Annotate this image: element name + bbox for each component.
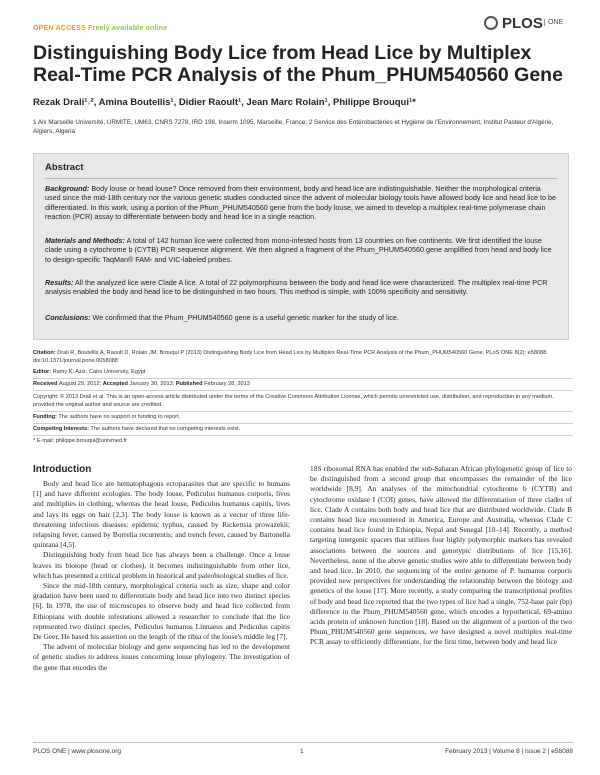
plos-wordmark: PLOS (502, 15, 543, 32)
competing-interests: Competing Interests: The authors have declared that no competing interests exist. (33, 426, 241, 432)
copyright: Copyright: © 2013 Drali et al. This is an open-access article distributed under the terms of the Creative Commons Attribution License, which permits unrestricted use, distribution, and reproduction in any medium, provided the original author and source are credited. (33, 394, 554, 408)
meta-divider (33, 390, 573, 391)
results-text: All the analyzed lice were Clade A lice. A total of 22 polymorphisms between the body and head lice were characterized. The multiplex real-time PCR analysis enabled the body and head lice to be distinguished in two hours. This method is simple, with 100% specificity and sensitivity. (45, 278, 548, 297)
conclusions-text: We confirmed that the Phum_PHUM540560 gene is a useful genetic marker for the study of lice. (92, 313, 399, 322)
abstract-box (33, 153, 569, 340)
plos-circle-icon (484, 16, 498, 30)
footer-issue: February 2013 | Volume 8 | Issue 2 | e58088 (445, 748, 573, 755)
meta-divider (33, 435, 573, 436)
meta-divider (33, 378, 573, 379)
journal-logo (484, 13, 569, 35)
abstract-divider (45, 178, 557, 179)
page-number: 1 (300, 748, 304, 755)
freely-available-label: Freely available online (88, 25, 168, 32)
conclusions-label: Conclusions: (45, 313, 91, 322)
abstract-heading: Abstract (45, 162, 84, 173)
meta-divider (33, 411, 573, 412)
introduction-heading: Introduction (33, 464, 92, 475)
affiliations: 1 Aix Marseille Université, URMITE, UM63, CNRS 7278, IRD 198, Inserm 1095, Marseille, France, 2 Service des Entérobactéries et Hygiène de l'Environnement, Institut Pasteur d'Algérie, Algiers, Algeria (33, 119, 554, 135)
editor: Editor: Ramy K. Aziz, Cairo University, Egypt (33, 369, 146, 375)
dates: Received August 29, 2012; Accepted January 30, 2013; Published February 28, 2013 (33, 381, 250, 387)
meta-divider (33, 423, 573, 424)
abstract-background (45, 184, 557, 222)
intro-left-column (33, 479, 290, 673)
open-access-badge (33, 25, 167, 32)
citation: Citation: Drali R, Boutellis A, Raoult D, Rolain JM, Brouqui P (2013) Distinguishing Body Lice from Head Lice by Multiplex Real-Time PCR Analysis of the Phum_PHUM540560 Gene. PLoS ONE 8(2): e58088. doi:10.1371/journal.pone.0058088 (33, 350, 548, 364)
abstract-methods (45, 236, 557, 264)
intro-right-column (310, 464, 572, 648)
intro-paragraph: Since the mid-18th century, morphological criteria such as size, shape and color gradation have been used to differentiate body and head lice into two distinct species [6]. In 1978, the use of microscopes to observe body and head lice collected from Ethiopians with double infestations allowed a researcher to conclude that the lice represented two distinct species, Pediculus humanus Linnaeus and Pediculus capitis De Geer. He based his assertion on the length of the tibia of the louse's middle leg [7]. (33, 581, 290, 642)
methods-label: Materials and Methods: (45, 236, 125, 245)
intro-paragraph: 18S ribosomal RNA has enabled the sub-Saharan African phylogenetic group of lice to be distinguished from a second group that encompasses the remainder of the lice worldwide [8,9]. An analyses of the mitochondrial cytochrome b (CYTB) and cytochrome oxidase I (COI) genes, have allowed the differentiation of three clades of lice. Clade A contains both body and head lice that are distributed worldwide. Clade B contains head lice encountered in America, Europe and Australia, whereas Clade C contains head lice found in Ethiopia, Nepal and Senegal [10–14]. Recently, a method targeting intergenic spacers that utilizes four highly polymorphic markers has revealed associations between the sources and genotypic distributions of lice [15,16]. Nevertheless, none of the above genetic studies were able to differentiate between body and head lice. In 2010, the sequencing of the entire genome of P. humanus corporis provided new perspectives for understanding the relationship between the biology and genetics of the louse [17]. More recently, a study comparing the transcriptional profiles of body and head lice reported that the two types of lice had a single, 752-base pair (bp) difference in the Phum_PHUM540560 gene, which encodes a hypothetical, 69-amino acids protein of unknown function [18]. Based on the alignment of a portion of the two Phum_PHUM540560 gene sequences, we have designed a novel multiplex real-time PCR assay to efficiently differentiate, for the first time, between body and head lice (310, 464, 572, 647)
background-label: Background: (45, 184, 90, 193)
results-label: Results: (45, 278, 74, 287)
author-list: Rezak Drali¹˒², Amina Boutellis¹, Didier Raoult¹, Jean Marc Rolain¹, Philippe Brouqui¹* (33, 97, 416, 108)
methods-text: A total of 142 human lice were collected from mono-infested hosts from 13 countries on five continents. We first identified the louse clade using a cytochrome b (CYTB) PCR sequence alignment. We then aligned a fragment of the Phum_PHUM540560 gene amplified from head and body lice to design-specific TaqMan® FAM- and VIC-labeled probes. (45, 236, 552, 264)
abstract-conclusions (45, 313, 557, 322)
funding: Funding: The authors have no support or funding to report. (33, 414, 181, 420)
email[interactable]: * E-mail: philippe.brouqui@univmed.fr (33, 438, 127, 444)
access-label: ACCESS (55, 25, 86, 32)
intro-paragraph: The advent of molecular biology and gene sequencing has led to the development of genetic studies to address issues concerning louse phylogeny. The investigation of the gene that encodes the (33, 642, 290, 672)
footer-divider (33, 742, 573, 743)
background-text: Body louse or head louse? Once removed from their environment, body and head lice are indistinguishable. Neither the morphological criteria used since the mid-18th century nor the various genetic studies conducted since the advent of molecular biology tools have allowed body lice and head lice to be differentiated. In this work, using a portion of the Phum_PHUM540560 gene from the body louse, we aimed to develop a multiplex real-time polymerase chain reaction (PCR) assay to differentiate between body and head lice in a single reaction. (45, 184, 557, 222)
abstract-results (45, 278, 557, 297)
article-title: Distinguishing Body Lice from Head Lice by Multiplex Real-Time PCR Analysis of the Phum_PHUM540560 Gene (33, 42, 563, 86)
intro-paragraph: Distinguishing body from head lice has always been a challenge. Once a louse leaves its biotope (head or clothes), it becomes indistinguishable from other lice, which has presented a critical problem in historical and paleobiological studies of lice. (33, 550, 290, 580)
intro-paragraph: Body and head lice are hematophagous ectoparasites that are specific to humans [1] and have different ecologies. The body louse, Pediculus humanus corporis, lives and multiplies in clothing, whereas the head louse, Pediculus humanus capitis, lives and lays its eggs on hair [2,3]. The body louse is known as a vector of three life-threatening infectious diseases: epidemic typhus, caused by Rickettsia prowazekii; relapsing fever, caused by Borrelia recurrentis; and trench fever, caused by Bartonella quintana [4,5]. (33, 479, 290, 550)
open-label: OPEN (33, 25, 54, 32)
one-wordmark: ONE (544, 19, 563, 26)
footer-journal: PLOS ONE | www.plosone.org (33, 748, 122, 755)
